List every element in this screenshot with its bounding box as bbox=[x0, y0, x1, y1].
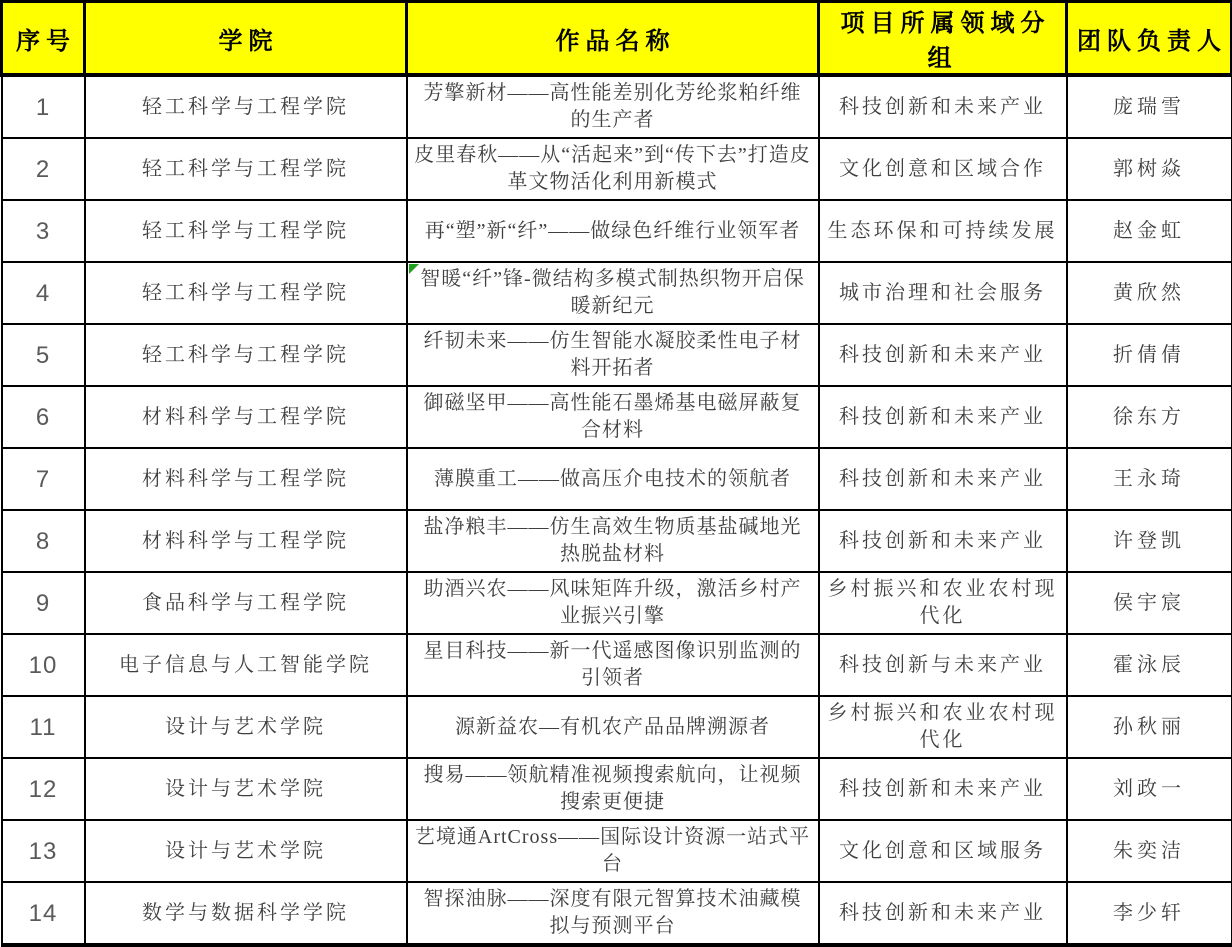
row-number: 4 bbox=[2, 262, 85, 324]
table-row bbox=[2, 820, 1232, 882]
college-cell: 设计与艺术学院 bbox=[85, 696, 407, 758]
leader-cell: 许登凯 bbox=[1067, 510, 1232, 572]
college-cell: 材料科学与工程学院 bbox=[85, 448, 407, 510]
table-row bbox=[2, 262, 1232, 324]
work-cell: 智探油脉——深度有限元智算技术油藏模拟与预测平台 bbox=[407, 882, 819, 945]
leader-cell: 郭树焱 bbox=[1067, 138, 1232, 200]
work-cell: 盐净粮丰——仿生高效生物质基盐碱地光热脱盐材料 bbox=[407, 510, 819, 572]
table-row bbox=[2, 200, 1232, 262]
group-cell: 科技创新和未来产业 bbox=[819, 75, 1067, 138]
header-group: 项目所属领域分组 bbox=[819, 2, 1067, 76]
row-number: 2 bbox=[2, 138, 85, 200]
leader-cell: 庞瑞雪 bbox=[1067, 75, 1232, 138]
leader-cell: 李少轩 bbox=[1067, 882, 1232, 945]
work-cell: 源新益农—有机农产品品牌溯源者 bbox=[407, 696, 819, 758]
group-cell: 科技创新与未来产业 bbox=[819, 634, 1067, 696]
college-cell: 设计与艺术学院 bbox=[85, 820, 407, 882]
group-cell: 文化创意和区域合作 bbox=[819, 138, 1067, 200]
work-cell: 艺境通ArtCross——国际设计资源一站式平台 bbox=[407, 820, 819, 882]
college-cell: 轻工科学与工程学院 bbox=[85, 200, 407, 262]
table-row bbox=[2, 572, 1232, 634]
table-row bbox=[2, 634, 1232, 696]
work-cell: 纤韧未来——仿生智能水凝胶柔性电子材料开拓者 bbox=[407, 324, 819, 386]
work-cell: 芳擎新材——高性能差别化芳纶浆粕纤维的生产者 bbox=[407, 75, 819, 138]
leader-cell: 刘政一 bbox=[1067, 758, 1232, 820]
college-cell: 材料科学与工程学院 bbox=[85, 510, 407, 572]
work-cell: 薄膜重工——做高压介电技术的领航者 bbox=[407, 448, 819, 510]
table-row bbox=[2, 448, 1232, 510]
group-cell: 科技创新和未来产业 bbox=[819, 882, 1067, 945]
leader-cell: 赵金虹 bbox=[1067, 200, 1232, 262]
work-cell: 再“塑”新“纤”——做绿色纤维行业领军者 bbox=[407, 200, 819, 262]
college-cell: 轻工科学与工程学院 bbox=[85, 324, 407, 386]
group-cell: 科技创新和未来产业 bbox=[819, 758, 1067, 820]
row-number: 14 bbox=[2, 882, 85, 945]
table-row bbox=[2, 75, 1232, 138]
group-cell: 科技创新和未来产业 bbox=[819, 324, 1067, 386]
college-cell: 轻工科学与工程学院 bbox=[85, 262, 407, 324]
row-number: 8 bbox=[2, 510, 85, 572]
group-cell: 科技创新和未来产业 bbox=[819, 448, 1067, 510]
table-row bbox=[2, 386, 1232, 448]
leader-cell: 朱奕洁 bbox=[1067, 820, 1232, 882]
group-cell: 生态环保和可持续发展 bbox=[819, 200, 1067, 262]
header-row bbox=[2, 2, 1232, 76]
work-cell: 星目科技——新一代遥感图像识别监测的引领者 bbox=[407, 634, 819, 696]
table-row bbox=[2, 758, 1232, 820]
table-row bbox=[2, 510, 1232, 572]
row-number: 9 bbox=[2, 572, 85, 634]
work-cell: 搜易——领航精准视频搜索航向，让视频搜索更便捷 bbox=[407, 758, 819, 820]
row-number: 12 bbox=[2, 758, 85, 820]
leader-cell: 折倩倩 bbox=[1067, 324, 1232, 386]
header-leader: 团队负责人 bbox=[1067, 2, 1232, 76]
college-cell: 设计与艺术学院 bbox=[85, 758, 407, 820]
group-cell: 科技创新和未来产业 bbox=[819, 510, 1067, 572]
leader-cell: 黄欣然 bbox=[1067, 262, 1232, 324]
work-cell: 助酒兴农——风味矩阵升级，激活乡村产业振兴引擎 bbox=[407, 572, 819, 634]
college-cell: 数学与数据科学学院 bbox=[85, 882, 407, 945]
header-college: 学院 bbox=[85, 2, 407, 76]
header-no: 序号 bbox=[2, 2, 85, 76]
row-number: 5 bbox=[2, 324, 85, 386]
college-cell: 电子信息与人工智能学院 bbox=[85, 634, 407, 696]
work-cell: 御磁坚甲——高性能石墨烯基电磁屏蔽复合材料 bbox=[407, 386, 819, 448]
row-number: 13 bbox=[2, 820, 85, 882]
row-number: 1 bbox=[2, 75, 85, 138]
leader-cell: 孙秋丽 bbox=[1067, 696, 1232, 758]
group-cell: 城市治理和社会服务 bbox=[819, 262, 1067, 324]
work-title: 智暖“纤”锋-微结构多模式制热织物开启保暖新纪元 bbox=[420, 268, 805, 317]
group-cell: 文化创意和区域服务 bbox=[819, 820, 1067, 882]
row-number: 11 bbox=[2, 696, 85, 758]
group-cell: 乡村振兴和农业农村现代化 bbox=[819, 696, 1067, 758]
row-number: 6 bbox=[2, 386, 85, 448]
leader-cell: 侯宇宸 bbox=[1067, 572, 1232, 634]
college-cell: 轻工科学与工程学院 bbox=[85, 75, 407, 138]
group-cell: 科技创新和未来产业 bbox=[819, 386, 1067, 448]
group-cell: 乡村振兴和农业农村现代化 bbox=[819, 572, 1067, 634]
row-number: 3 bbox=[2, 200, 85, 262]
leader-cell: 霍泳辰 bbox=[1067, 634, 1232, 696]
table-row bbox=[2, 882, 1232, 945]
table-row bbox=[2, 324, 1232, 386]
leader-cell: 王永琦 bbox=[1067, 448, 1232, 510]
row-number: 10 bbox=[2, 634, 85, 696]
leader-cell: 徐东方 bbox=[1067, 386, 1232, 448]
work-cell bbox=[407, 262, 819, 324]
comment-flag-icon bbox=[409, 264, 419, 274]
college-cell: 食品科学与工程学院 bbox=[85, 572, 407, 634]
college-cell: 轻工科学与工程学院 bbox=[85, 138, 407, 200]
college-cell: 材料科学与工程学院 bbox=[85, 386, 407, 448]
work-cell: 皮里春秋——从“活起来”到“传下去”打造皮革文物活化利用新模式 bbox=[407, 138, 819, 200]
row-number: 7 bbox=[2, 448, 85, 510]
table-row bbox=[2, 696, 1232, 758]
table-row bbox=[2, 138, 1232, 200]
header-work: 作品名称 bbox=[407, 2, 819, 76]
